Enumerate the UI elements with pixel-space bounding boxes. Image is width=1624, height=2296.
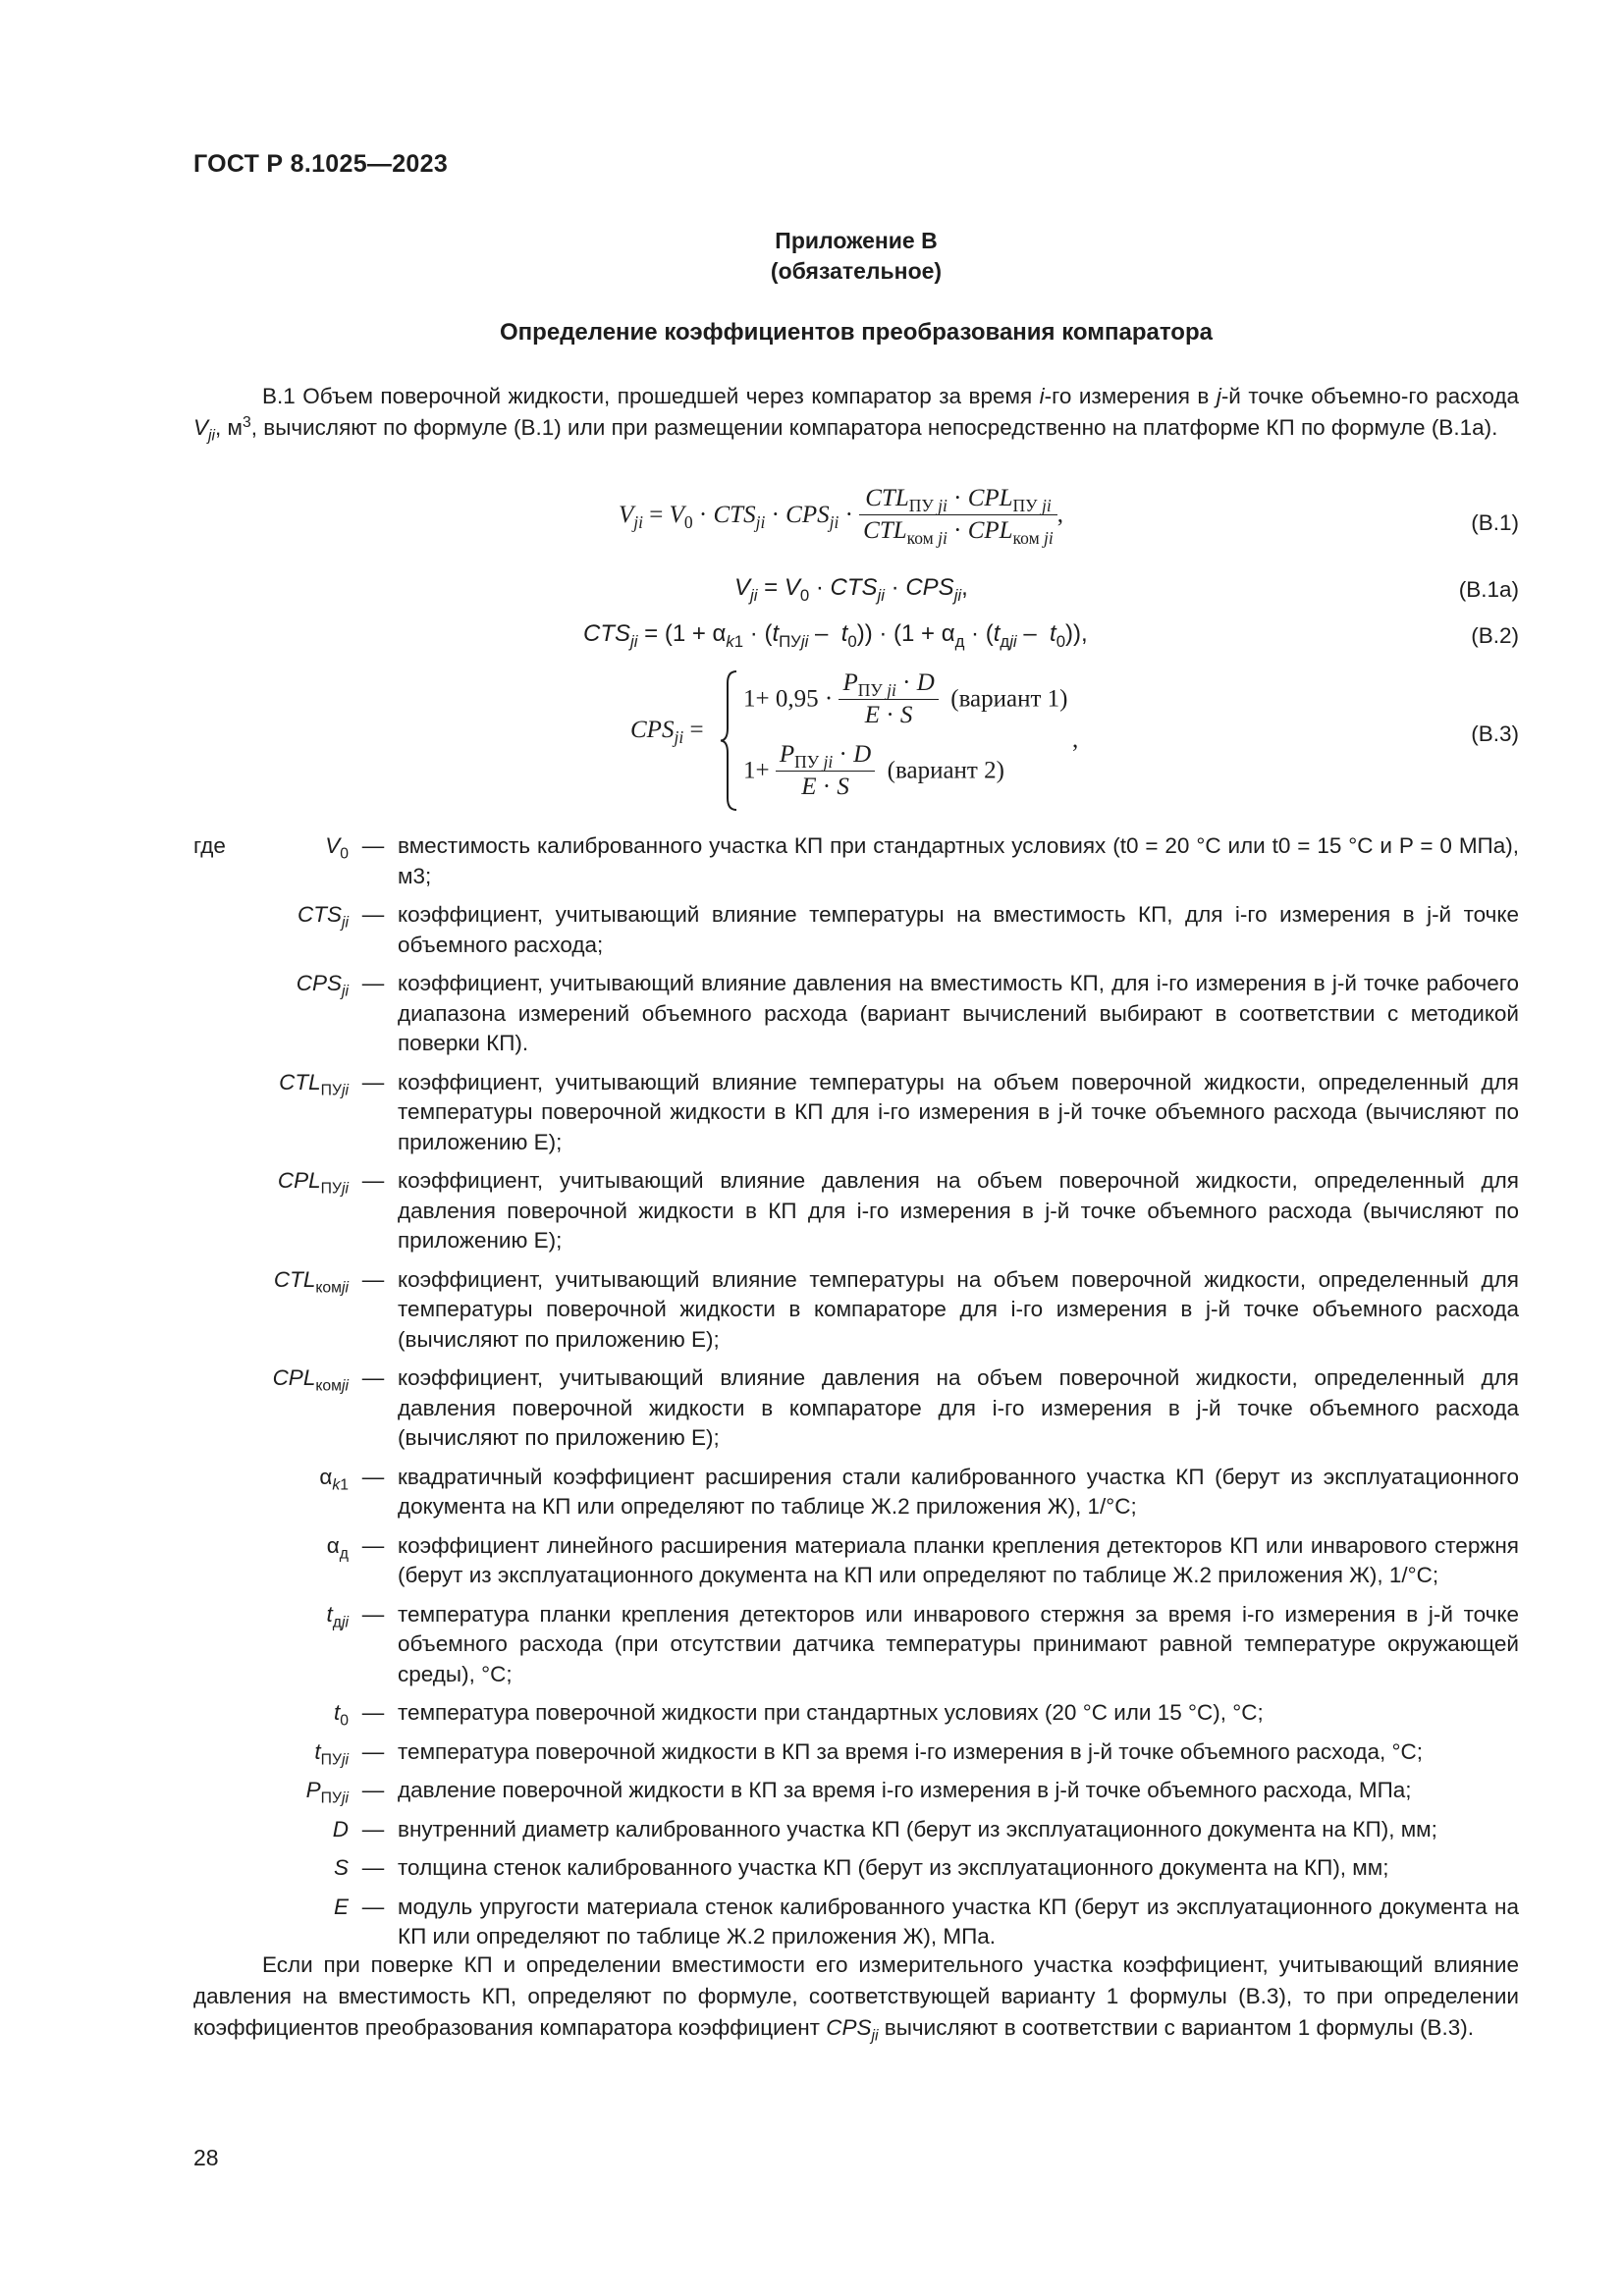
definition-t-dji: $t_{дji}$ — температура планки крепления детекторов или инварового стержня за время i-го измерения в j-й точке объемного расхода (при отсутствии датчика температуры принимают равной температуре окружающей среды), °C; [326,1601,1519,1686]
left-brace-icon [719,669,740,812]
definition-s: S — толщина стенок калиброванного участка КП (берут из эксплуатационного документа на КП), мм; [333,1855,1389,1880]
definition-alpha-d: $\alpha_д$ — коэффициент линейного расширения материала планки крепления детекторов КП или инварового стержня (берут из эксплуатационного документа на КП или определяют по таблице Ж.2 приложения Ж), 1/°C; [326,1532,1519,1587]
definition-alpha-k1: $\alpha_{k1}$ — квадратичный коэффициент расширения стали калиброванного участка КП (берут из эксплуатационного документа на КП или определяют по таблице Ж.2 приложения Ж), 1/°C; [319,1464,1519,1519]
definition-cpl-pu: $CPL_{ПУji}$ — коэффициент, учитывающий влияние давления на объем поверочной жидкости, определенный для давления поверочной жидкости в КП для i-го измерения в j-й точке объемного расхода (вычисляют по приложению Е); [277,1168,1519,1253]
intro-paragraph: В.1 Объем поверочной жидкости, прошедшей через компаратор за время i-го измерения в j-й точке объемно-го расхода $V_{ji}$, $м^3$, вычисляют по формуле (В.1) или при размещении компаратора непосредственно на платформе КП по формуле (В.1а). [193,384,1519,445]
definition-ctl-kom: $CTL_{комji}$ — коэффициент, учитывающий влияние температуры на объем поверочной жидкости, определенный для температуры поверочной жидкости в компараторе для i-го измерения в j-й точке объемного расхода (вычисляют по приложению Е); [273,1266,1519,1352]
closing-paragraph: Если при поверке КП и определении вместимости его измерительного участка коэффициент, учитывающий влияние давления на вместимость КП, определяют по формуле, соответствующей варианту 1 формулы (В.3), то при определении коэффициентов преобразования компаратора коэффициент $CPS_{ji}$ вычисляют в соответствии с вариантом 1 формулы (В.3). [193,1952,1519,2045]
formula-b3-case1: 1+ 0,95 · $\frac{P_{ПУ ji} \cdot D}{E \cdot S}$ (вариант 1) [743,669,1068,728]
equation-number-b1: (В.1) [1471,510,1519,535]
formula-b3-case2: 1+ $\frac{P_{ПУ ji} \cdot D}{E \cdot S}$ (вариант 2) [743,741,1004,800]
definition-p-pu: $P_{ПУji}$ — давление поверочной жидкости в КП за время i-го измерения в j-й точке объемного расхода, МПа; [305,1778,1412,1807]
definitions-list [193,831,1519,1961]
where-label: где [193,833,226,858]
formula-b3-lhs: $CPS_{ji}$ = [630,717,704,748]
equation-number-b3: (В.3) [1471,721,1519,746]
equation-number-b1a: (В.1а) [1458,577,1519,602]
definition-cpl-kom: $CPL_{комji}$ — коэффициент, учитывающий влияние давления на объем поверочной жидкости, определенный для давления поверочной жидкости в компараторе для i-го измерения в j-й точке объемного расхода (вычисляют по приложению Е); [272,1365,1519,1450]
formula-b2: $CTS_{ji} = (1 + \alpha_{k1} \cdot (t_{ПУji} - t_0)) \cdot (1 + \alpha_д \cdot (t_{дji} - t_0))$, [583,620,1088,651]
equation-number-b2: (В.2) [1471,623,1519,648]
formula-b1a: $V_{ji} = V_0 \cdot CTS_{ji} \cdot CPS_{ji}$, [734,574,968,605]
page-number: 28 [193,2145,219,2170]
definition-e: E — модуль упругости материала стенок калиброванного участка КП (берут из эксплуатационного документа на КП или определяют по таблице Ж.2 приложения Ж), МПа. [333,1894,1519,1949]
appendix-status: (обязательное) [770,258,943,284]
definition-cps: $CPS_{ji}$ — коэффициент, учитывающий влияние давления на вместимость КП, для i-го измерения в j-й точке рабочего диапазона измерений объемного расхода (вариант вычислений выбирают в соответствии с методикой поверки КП). [296,971,1519,1055]
appendix-heading: Определение коэффициентов преобразования компаратора [500,319,1213,346]
definition-ctl-pu: $CTL_{ПУji}$ — коэффициент, учитывающий влияние температуры на объем поверочной жидкости, определенный для температуры поверочной жидкости в КП для i-го измерения в j-й точке объемного расхода (вычисляют по приложению Е); [279,1069,1519,1154]
definition-cts: $CTS_{ji}$ — коэффициент, учитывающий влияние температуры на вместимость КП, для i-го измерения в j-й точке объемного расхода; [298,902,1519,957]
definition-t0: $t_0$ — температура поверочной жидкости при стандартных условиях (20 °C или 15 °C), °C; [333,1700,1264,1730]
definition-v0: где $V_0$ — вместимость калиброванного участка КП при стандартных условиях (t0 = 20 °C или t0 = 15 °C и P = 0 МПа), м3; [193,833,1519,888]
formula-b1: $V_{ji} = V_0 \cdot CTS_{ji} \cdot CPS_{ji}$ · $\frac{CTL_{ПУ ji} \cdot CPL_{ПУ ji}}{CTL_{ком ji} \cdot CPL_{ком ji}}$ , [619,485,1064,549]
formula-b3-comma: , [1072,726,1079,753]
appendix-title: Приложение В [775,228,938,253]
definition-d: D — внутренний диаметр калиброванного участка КП (берут из эксплуатационного документа на КП), мм; [332,1816,1437,1842]
definition-t-pu: $t_{ПУji}$ — температура поверочной жидкости в КП за время i-го измерения в j-й точке объемного расхода, °C; [314,1738,1423,1768]
document-code-header: ГОСТ Р 8.1025—2023 [193,150,449,178]
